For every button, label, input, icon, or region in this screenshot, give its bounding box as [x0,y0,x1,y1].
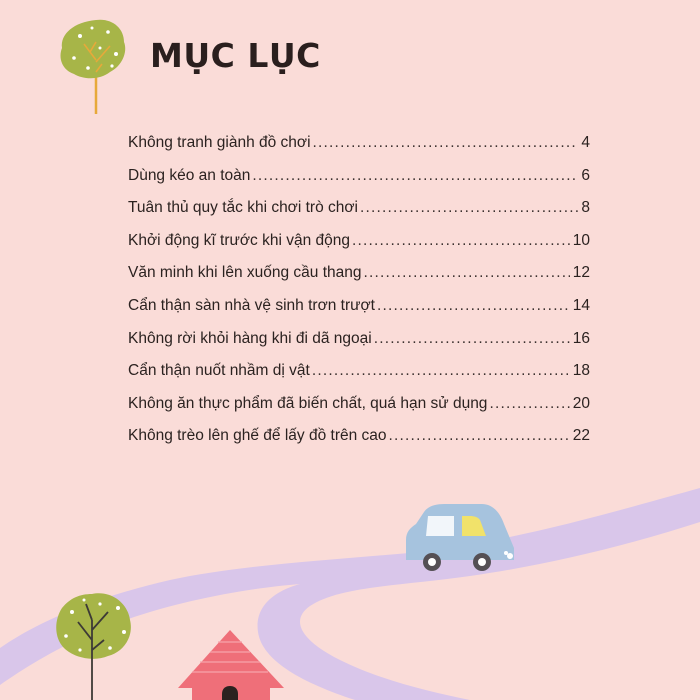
toc-entry[interactable] [128,167,590,200]
toc-entry-title: Không trèo lên ghế để lấy đồ trên cao [128,427,387,445]
toc-entry[interactable] [128,134,590,167]
page-title: MỤC LỤC [150,36,321,75]
dot-leader [377,297,570,315]
toc-entry[interactable] [128,427,590,460]
toc-page-number: 22 [572,427,590,445]
dot-leader [352,232,570,250]
toc-entry[interactable] [128,395,590,428]
toc-entry[interactable] [128,297,590,330]
dot-leader [389,427,570,445]
toc-page-number: 14 [572,296,590,314]
dot-leader [489,395,569,413]
toc-entry-title: Văn minh khi lên xuống cầu thang [128,264,362,282]
toc-entry-title: Dùng kéo an toàn [128,166,251,184]
table-of-contents [128,134,590,460]
toc-page-number: 16 [572,329,590,347]
toc-entry-title: Cẩn thận sàn nhà vệ sinh trơn trượt [128,296,375,314]
toc-entry[interactable] [128,330,590,363]
toc-entry[interactable] [128,264,590,297]
toc-entry-title: Cẩn thận nuốt nhầm dị vật [128,362,310,380]
toc-page-number: 6 [581,166,590,184]
toc-entry[interactable] [128,362,590,395]
toc-page-number: 12 [572,264,590,282]
toc-page-number: 18 [572,362,590,380]
toc-page-number: 10 [572,231,590,249]
toc-entry[interactable] [128,199,590,232]
toc-entry-title: Không ăn thực phẩm đã biến chất, quá hạn sử dụng [128,394,488,412]
toc-page-number: 20 [572,394,590,412]
dot-leader [374,330,570,348]
dot-leader [313,134,579,152]
toc-entry[interactable] [128,232,590,265]
dot-leader [252,167,578,185]
toc-entry-title: Không rời khỏi hàng khi đi dã ngoại [128,329,372,347]
dot-leader [364,264,570,282]
dot-leader [360,199,578,217]
toc-entry-title: Tuân thủ quy tắc khi chơi trò chơi [128,199,358,217]
dot-leader [312,362,570,380]
toc-page-number: 8 [581,199,590,217]
toc-page-number: 4 [581,134,590,151]
toc-entry-title: Khởi động kĩ trước khi vận động [128,231,350,249]
toc-entry-title: Không tranh giành đồ chơi [128,134,311,151]
